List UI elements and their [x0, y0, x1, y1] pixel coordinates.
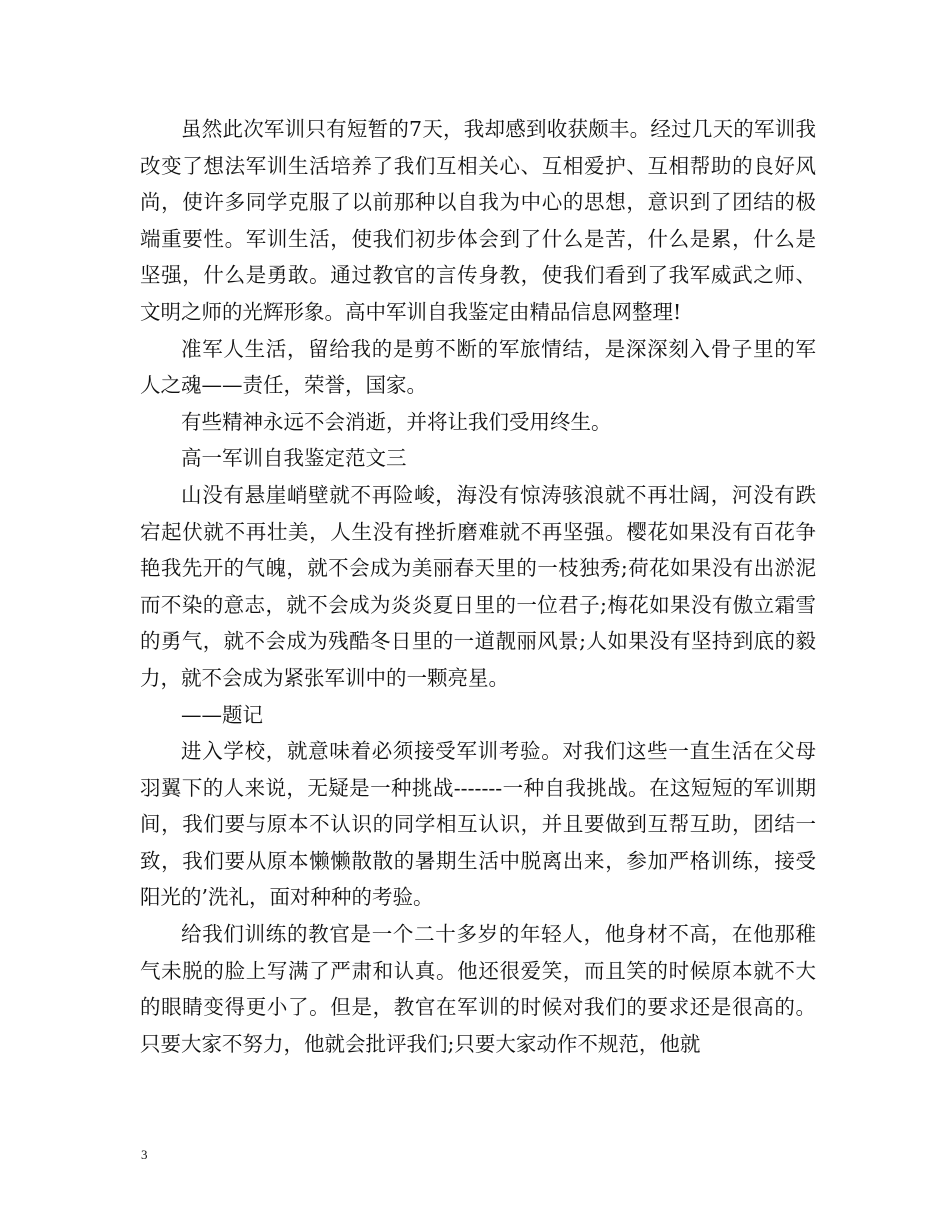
page-number: 3: [141, 1147, 148, 1162]
epigraph-attribution: ——题记: [181, 702, 263, 727]
paragraph-7: 进入学校，就意味着必须接受军训考验。对我们这些一直生活在父母羽翼下的人来说，无疑是一种挑战-------一种自我挑战。在这短短的军训期间，我们要与原本不认识的同学相互认识，并且要做到互帮互助，团结一致，我们要从原本懒懒散散的暑期生活中脱离出来，参加严格训练，接受阳光的’洗礼，面对种种的考验。: [140, 739, 816, 910]
paragraph-2: 准军人生活，留给我的是剪不断的军旅情结，是深深刻入骨子里的军人之魂——责任，荣誉，国家。: [140, 336, 816, 398]
paragraph-5: 山没有悬崖峭壁就不再险峻，海没有惊涛骇浪就不再壮阔，河没有跌宕起伏就不再壮美，人生没有挫折磨难就不再坚强。樱花如果没有百花争艳我先开的气魄，就不会成为美丽春天里的一枝独秀;荷花如果没有出淤泥而不染的意志，就不会成为炎炎夏日里的一位君子;梅花如果没有傲立霜雪的勇气，就不会成为残酷冬日里的一道靓丽风景;人如果没有坚持到底的毅力，就不会成为紧张军训中的一颗亮星。: [140, 482, 816, 690]
paragraph-8: 给我们训练的教官是一个二十多岁的年轻人，他身材不高，在他那稚气未脱的脸上写满了严肃和认真。他还很爱笑，而且笑的时候原本就不大的眼睛变得更小了。但是，教官在军训的时候对我们的要求还是很高的。只要大家不努力，他就会批评我们;只要大家动作不规范，他就: [140, 922, 816, 1056]
section-heading: 高一军训自我鉴定范文三: [181, 446, 407, 471]
paragraph-3: 有些精神永远不会消逝，并将让我们受用终生。: [181, 409, 612, 434]
paragraph-1: 虽然此次军训只有短暂的7天，我却感到收获颇丰。经过几天的军训我改变了想法军训生活培养了我们互相关心、互相爱护、互相帮助的良好风尚，使许多同学克服了以前那种以自我为中心的思想，意识到了团结的极端重要性。军训生活，使我们初步体会到了什么是苦，什么是累，什么是坚强，什么是勇敢。通过教官的言传身教，使我们看到了我军威武之师、文明之师的光辉形象。高中军训自我鉴定由精品信息网整理!: [140, 117, 816, 324]
document-body: [140, 111, 816, 1062]
